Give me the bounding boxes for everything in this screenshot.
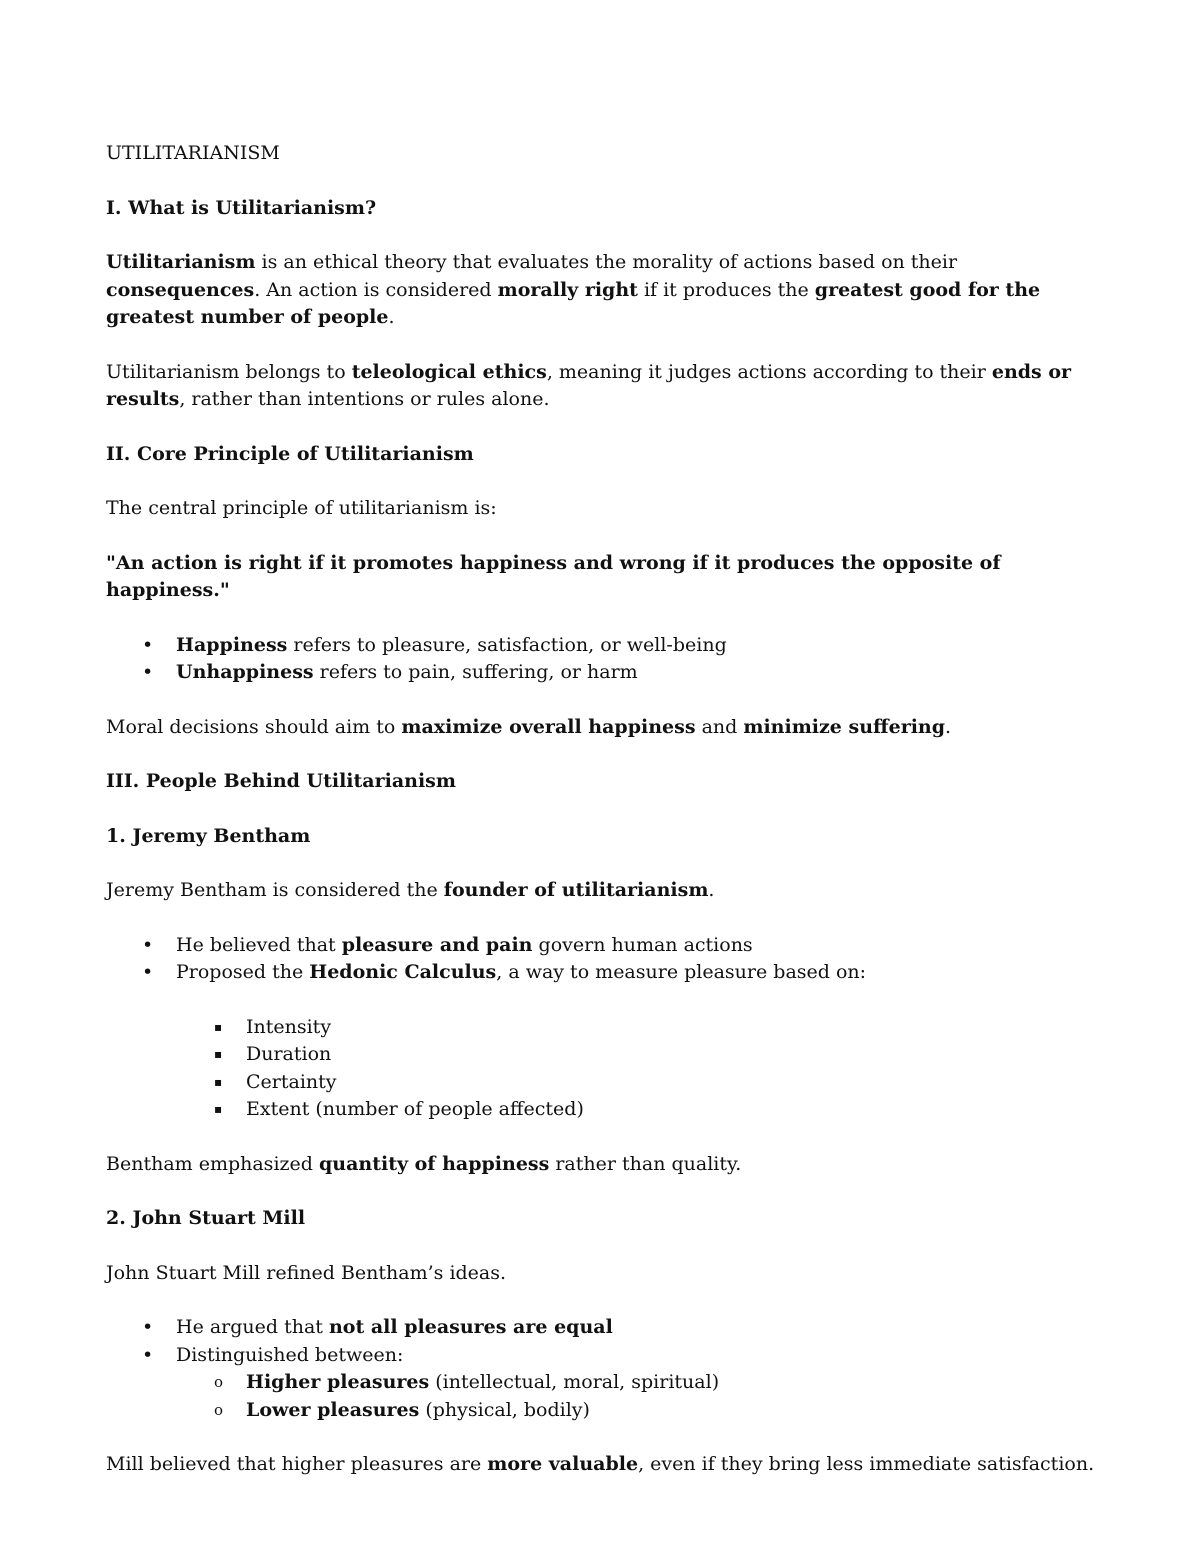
text-run: , a way to measure pleasure based on:: [496, 961, 867, 983]
moral-decisions-paragraph: [106, 714, 1096, 742]
text-run: .: [708, 879, 715, 901]
text-run: is an ethical theory that evaluates the morality of actions based on their: [255, 251, 958, 273]
list-item: [106, 1069, 1096, 1097]
bold-text: Utilitarianism: [106, 251, 256, 273]
bold-text: pleasure and pain: [341, 933, 533, 956]
bold-text: Happiness: [176, 633, 288, 656]
text-run: and: [695, 715, 744, 738]
text-run: (physical, bodily): [419, 1398, 590, 1421]
list-item: [106, 1041, 1096, 1069]
bullet-marker: •: [142, 933, 154, 956]
bold-text: Unhappiness: [176, 661, 314, 683]
text-run: Jeremy Bentham is considered the: [106, 879, 444, 901]
bold-text: Hedonic Calculus: [309, 961, 497, 983]
bentham-closing: [106, 1151, 1096, 1179]
list-item: [106, 659, 1096, 687]
circle-marker: o: [214, 1400, 224, 1419]
bold-text: quantity of happiness: [318, 1152, 550, 1175]
bentham-intro: [106, 877, 1096, 905]
list-item: [106, 932, 1096, 960]
document-title: UTILITARIANISM: [106, 142, 280, 164]
list-item: [106, 1342, 1096, 1370]
list-item: [106, 632, 1096, 660]
mill-heading: 2. John Stuart Mill: [106, 1207, 306, 1229]
text-run: Mill believed that higher pleasures are: [106, 1453, 488, 1475]
bold-text: consequences: [106, 278, 255, 301]
circle-marker: o: [214, 1373, 224, 1391]
text-run: rather than quality.: [549, 1152, 742, 1175]
bold-text: teleological ethics: [351, 360, 547, 383]
text-run: refers to pleasure, satisfaction, or well-being: [287, 633, 727, 656]
text-run: . An action is considered: [254, 278, 498, 301]
mill-list: [106, 1314, 1096, 1369]
bullet-marker: •: [142, 633, 154, 656]
text-run: , even if they bring less immediate satisfaction.: [638, 1453, 1095, 1475]
text-run: Distinguished between:: [176, 1343, 404, 1366]
bold-text: not all pleasures are equal: [328, 1316, 613, 1338]
text-run: Utilitarianism belongs to: [106, 360, 352, 383]
text-run: Proposed the: [176, 961, 310, 983]
mill-closing: [106, 1451, 1096, 1479]
text-run: refers to pain, suffering, or harm: [313, 661, 638, 683]
square-marker: ▪: [214, 1102, 223, 1116]
document-body: [106, 140, 1096, 1506]
list-item-text: Duration: [246, 1043, 332, 1065]
square-marker: ▪: [214, 1047, 223, 1061]
text-run: .: [945, 715, 952, 738]
bold-text: more valuable: [487, 1453, 639, 1475]
happiness-list: [106, 632, 1096, 687]
bullet-marker: •: [142, 661, 154, 683]
mill-intro: John Stuart Mill refined Bentham’s ideas.: [106, 1261, 507, 1284]
text-run: (intellectual, moral, spiritual): [429, 1371, 720, 1393]
principle-intro: The central principle of utilitarianism is:: [106, 497, 497, 519]
list-item: [106, 1014, 1096, 1042]
definition-paragraph: [106, 249, 1096, 332]
teleological-paragraph: [106, 359, 1096, 414]
section-heading-people: III. People Behind Utilitarianism: [106, 770, 456, 792]
text-run: if it produces the: [637, 278, 815, 301]
bentham-heading: 1. Jeremy Bentham: [106, 824, 311, 847]
bullet-marker: •: [142, 1316, 154, 1338]
text-run: He believed that: [176, 933, 342, 956]
principle-quote: "An action is right if it promotes happiness and wrong if it produces the opposite of happiness.": [106, 551, 1001, 601]
list-item-text: Certainty: [246, 1070, 337, 1093]
list-item: [106, 1096, 1096, 1124]
bullet-marker: •: [142, 1343, 154, 1366]
list-item-text: Intensity: [246, 1015, 332, 1038]
bentham-list: [106, 932, 1096, 987]
square-marker: ▪: [214, 1074, 223, 1089]
bold-text: greatest good for the greatest number of people: [106, 278, 1041, 328]
text-run: , rather than intentions or rules alone.: [179, 388, 550, 410]
bold-text: Higher pleasures: [246, 1371, 430, 1393]
list-item: [106, 1369, 1096, 1397]
text-run: .: [388, 306, 395, 328]
text-run: He argued that: [176, 1316, 329, 1338]
square-marker: ▪: [214, 1019, 223, 1034]
bold-text: ends or results: [106, 360, 1072, 410]
bold-text: minimize suffering: [743, 715, 946, 738]
text-run: Bentham emphasized: [106, 1152, 319, 1175]
text-run: , meaning it judges actions according to their: [546, 360, 992, 383]
hedonic-criteria-list: [106, 1014, 1096, 1124]
pleasure-types-list: [106, 1369, 1096, 1424]
bold-text: morally right: [497, 278, 638, 301]
text-run: govern human actions: [532, 933, 753, 956]
list-item: [106, 959, 1096, 987]
bold-text: Lower pleasures: [246, 1398, 420, 1421]
bullet-marker: •: [142, 961, 154, 983]
bold-text: founder of utilitarianism: [443, 879, 709, 901]
list-item: [106, 1397, 1096, 1425]
section-heading-what-is: I. What is Utilitarianism?: [106, 196, 377, 219]
text-run: Moral decisions should aim to: [106, 715, 402, 738]
bold-text: maximize overall happiness: [401, 715, 696, 738]
list-item-text: Extent (number of people affected): [246, 1098, 584, 1120]
section-heading-core-principle: II. Core Principle of Utilitarianism: [106, 442, 474, 465]
list-item: [106, 1314, 1096, 1342]
